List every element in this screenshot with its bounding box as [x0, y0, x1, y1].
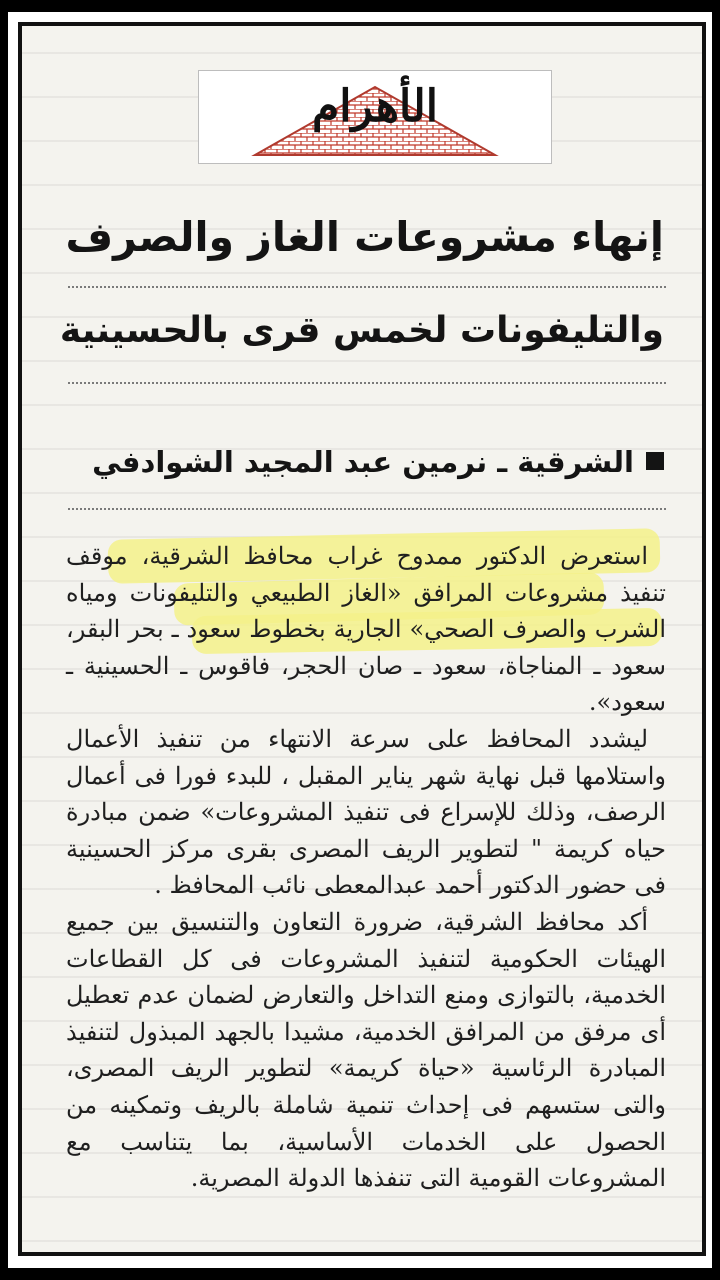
article-body: [66, 538, 666, 1197]
article-paragraph: أكد محافظ الشرقية، ضرورة التعاون والتنسيق بين جميع الهيئات الحكومية لتنفيذ المشروعات فى كل القطاعات الخدمية، بالتوازى ومنع التداخل والتعارض لضمان عدم تعطيل أى مرفق من المرافق الخدمية، مشيدا بالجهد المبذول لتنفيذ المبادرة الرئاسية «حياة كريمة» لتطوير الريف المصرى، والتى ستسهم فى إحداث تنمية شاملة بالريف وتمكينه من الحصول على الخدمات الأساسية، بما يتناسب مع المشروعات القومية التى تنفذها الدولة المصرية.: [66, 907, 666, 1193]
newspaper-logo: [198, 70, 552, 164]
dotted-divider: [68, 382, 666, 384]
headline-line-2: والتليفونات لخمس قرى بالحسينية: [59, 310, 664, 351]
newspaper-name: الأهرام: [312, 81, 438, 132]
newspaper-clipping: [18, 22, 706, 1256]
square-bullet-icon: [646, 452, 664, 470]
page: [8, 12, 712, 1268]
headline-line-1: إنهاء مشروعات الغاز والصرف: [65, 213, 664, 261]
article-paragraph: استعرض الدكتور ممدوح غراب محافظ الشرقية، موقف تنفيذ مشروعات المرافق «الغاز الطبيعي والتليفونات ومياه الشرب والصرف الصحي» الجارية بخطوط سعود ـ بحر البقر، سعود ـ المناجاة، سعود ـ صان الحجر، فاقوس ـ الحسينية ـ سعود».: [66, 542, 666, 717]
dotted-divider: [68, 508, 666, 510]
dotted-divider: [68, 286, 666, 288]
byline: [92, 440, 664, 484]
byline-text: الشرقية ـ نرمين عبد المجيد الشوادفي: [92, 445, 634, 479]
article-paragraph: ليشدد المحافظ على سرعة الانتهاء من تنفيذ الأعمال واستلامها قبل نهاية شهر يناير المقبل ، للبدء فورا فى أعمال الرصف، وذلك للإسراع فى تنفيذ المشروعات» ضمن مبادرة حياه كريمة " لتطوير الريف المصرى بقرى مركز الحسينية فى حضور الدكتور أحمد عبدالمعطى نائب المحافظ .: [66, 724, 666, 900]
